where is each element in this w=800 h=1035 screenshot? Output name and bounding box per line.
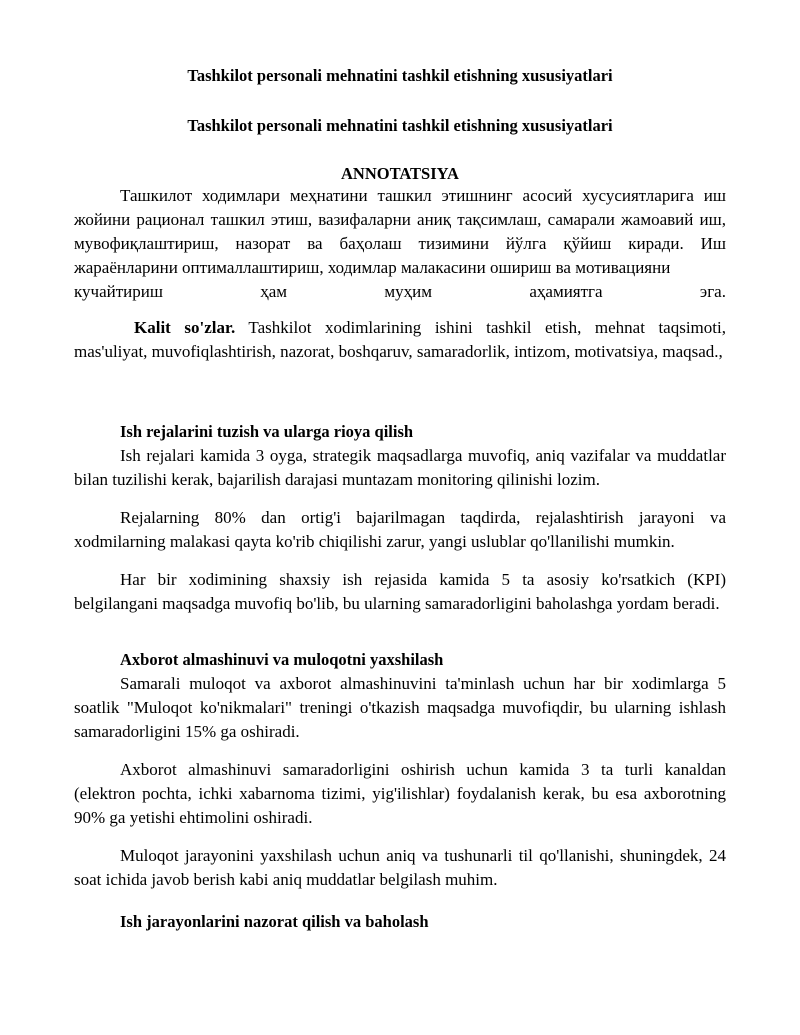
keywords-label: Kalit so'zlar. [134,318,236,337]
annotation-body: Ташкилот ходимлари меҳнатини ташкил этишнинг асосий хусусиятларига иш жойини рационал ташкил этиш, вазифаларни аниқ тақсимлаш, самарали жамоавий иш, мувофиқлаштириш, назорат ва баҳолаш тизимини йўлга қўйиш киради. Иш жараёнларини оптималлаштириш, ходимлар малакасини ошириш ва мотивацияни [74,186,726,277]
annotation-word: эга. [699,282,726,301]
section-heading: Ish jarayonlarini nazorat qilish va baholash [120,912,429,931]
section-heading: Axborot almashinuvi va muloqotni yaxshilash [120,650,444,669]
section-paragraph: Axborot almashinuvi samaradorligini oshirish uchun kamida 3 ta turli kanaldan (elektron pochta, ichki xabarnoma tizimi, yig'ilishlar) foydalanish kerak, bu esa axborotning 90% ga yetishi ehtimolini oshiradi. [74,760,726,827]
document-title-repeat: Tashkilot personali mehnatini tashkil etishning xususiyatlari [187,116,613,135]
annotation-last-line [74,280,726,304]
keywords-text: Tashkilot xodimlarining ishini tashkil etish, mehnat taqsimoti, mas'uliyat, muvofiqlashtirish, nazorat, boshqaruv, samaradorlik, intizom, motivatsiya, maqsad., [74,318,726,361]
keywords-paragraph [74,316,726,364]
annotation-word: аҳамиятга [529,282,603,301]
section-paragraph: Rejalarning 80% dan ortig'i bajarilmagan taqdirda, rejalashtirish jarayoni va xodmilarning malakasi qayta ko'rib chiqilishi zarur, yangi uslublar qo'llanilishi mumkin. [74,508,726,551]
annotation-block [74,184,726,304]
annotation-word: кучайтириш [74,282,163,301]
document-title: Tashkilot personali mehnatini tashkil etishning xususiyatlari [187,66,613,85]
annotation-word: ҳам [260,282,288,301]
section-paragraph: Har bir xodimining shaxsiy ish rejasida kamida 5 ta asosiy ko'rsatkich (KPI) belgilangani maqsadga muvofiq bo'lib, bu ularning samaradorligini baholashga yordam beradi. [74,570,726,613]
section-paragraph: Samarali muloqot va axborot almashinuvini ta'minlash uchun har bir xodimlarga 5 soatlik "Muloqot ko'nikmalari" treningi o'tkazish maqsadga muvofiqdir, bu ularning ishlash samaradorligini 15% ga oshiradi. [74,674,726,741]
document-page [74,0,726,932]
annotation-word: муҳим [384,282,433,301]
section-paragraph: Muloqot jarayonini yaxshilash uchun aniq va tushunarli til qo'llanishi, shuningdek, 24 soat ichida javob berish kabi aniq muddatlar belgilash muhim. [74,846,726,889]
section-paragraph: Ish rejalari kamida 3 oyga, strategik maqsadlarga muvofiq, aniq vazifalar va muddatlar bilan tuzilishi kerak, bajarilish darajasi muntazam monitoring qilinishi lozim. [74,446,726,489]
annotation-heading: ANNOTATSIYA [341,164,459,183]
section-heading: Ish rejalarini tuzish va ularga rioya qilish [120,422,414,441]
